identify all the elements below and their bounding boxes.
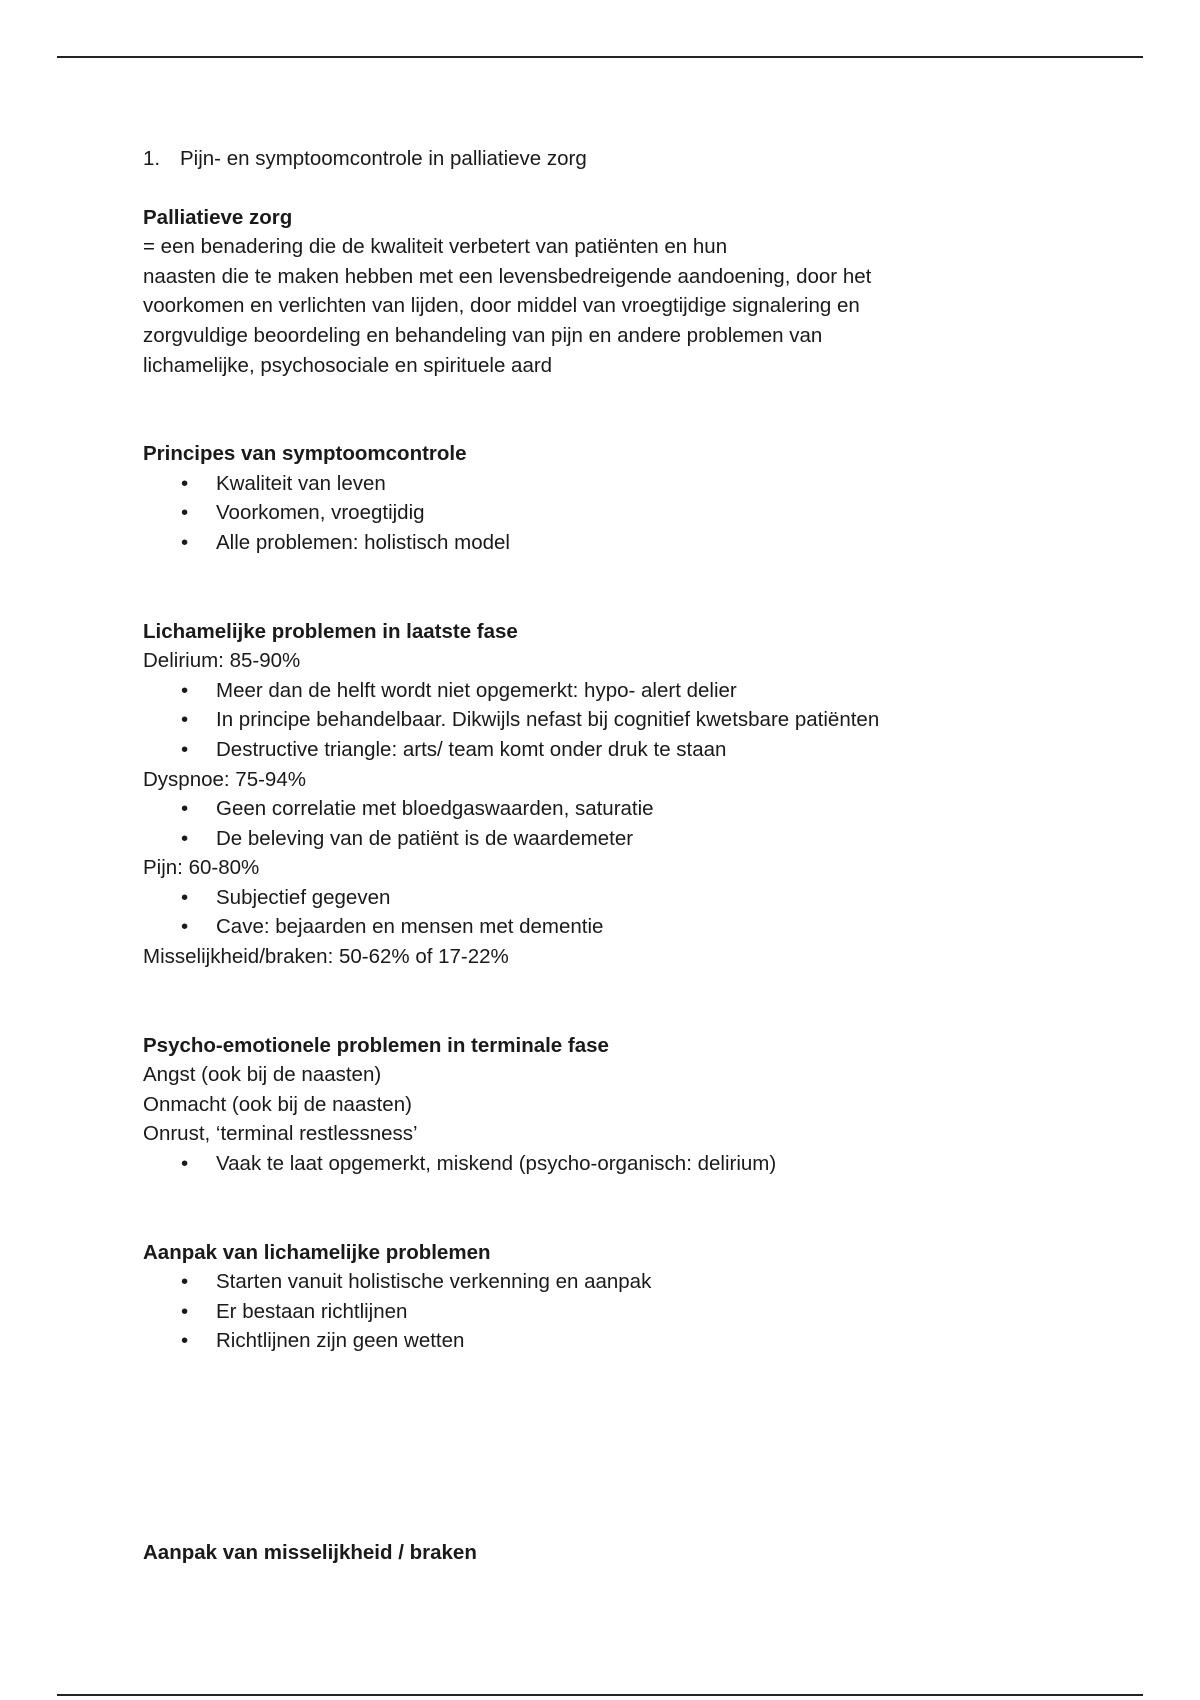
bullet-icon: •: [181, 678, 189, 702]
bullet-icon: •: [181, 1329, 189, 1353]
list-item: • Alle problemen: holistisch model: [143, 528, 1043, 558]
pijn-list: [143, 883, 1043, 942]
psycho-list: [143, 1149, 1043, 1179]
list-item: • Kwaliteit van leven: [143, 469, 1043, 499]
definition-line: = een benadering die de kwaliteit verbetert van patiënten en hun: [143, 235, 728, 259]
list-item: • De beleving van de patiënt is de waardemeter: [143, 824, 1043, 854]
list-item: • Subjectief gegeven: [143, 883, 1043, 913]
psycho-line: Angst (ook bij de naasten): [143, 1063, 382, 1087]
bullet-icon: •: [181, 737, 189, 761]
aanpak-list: [143, 1267, 1043, 1356]
list-item: • Destructive triangle: arts/ team komt onder druk te staan: [143, 735, 1043, 765]
bullet-icon: •: [181, 530, 189, 554]
psycho-line: Onmacht (ook bij de naasten): [143, 1092, 412, 1116]
dyspnoe-label: Dyspnoe: 75-94%: [143, 767, 306, 791]
document-page: [143, 144, 1043, 1568]
bullet-icon: •: [181, 826, 189, 850]
heading-principes: Principes van symptoomcontrole: [143, 442, 467, 466]
psycho-line: Onrust, ‘terminal restlessness’: [143, 1122, 418, 1146]
pijn-label: Pijn: 60-80%: [143, 856, 260, 880]
list-item: • Meer dan de helft wordt niet opgemerkt: hypo- alert delier: [143, 676, 1043, 706]
heading-aanpak-misselijkheid: Aanpak van misselijkheid / braken: [143, 1541, 477, 1564]
definition-line: voorkomen en verlichten van lijden, door middel van vroegtijdige signalering en: [143, 294, 860, 318]
heading-aanpak: Aanpak van lichamelijke problemen: [143, 1240, 491, 1264]
bullet-icon: •: [181, 501, 189, 525]
bullet-icon: •: [181, 1270, 189, 1294]
list-item: • Cave: bejaarden en mensen met dementie: [143, 912, 1043, 942]
section-title: [143, 144, 1043, 174]
heading-lichamelijk: Lichamelijke problemen in laatste fase: [143, 619, 518, 643]
list-item: • Voorkomen, vroegtijdig: [143, 498, 1043, 528]
list-item: • In principe behandelbaar. Dikwijls nefast bij cognitief kwetsbare patiënten: [143, 705, 1043, 735]
list-item: • Vaak te laat opgemerkt, miskend (psycho-organisch: delirium): [143, 1149, 1043, 1179]
misselijkheid-label: Misselijkheid/braken: 50-62% of 17-22%: [143, 945, 509, 969]
list-item: • Starten vanuit holistische verkenning en aanpak: [143, 1267, 1043, 1297]
definition-line: lichamelijke, psychosociale en spirituele aard: [143, 353, 553, 377]
bullet-icon: •: [181, 708, 189, 732]
bullet-icon: •: [181, 915, 189, 939]
principes-list: [143, 469, 1043, 558]
list-item: • Geen correlatie met bloedgaswaarden, saturatie: [143, 794, 1043, 824]
section-number: 1.: [143, 147, 161, 170]
bullet-icon: •: [181, 1299, 189, 1323]
delirium-list: [143, 676, 1043, 765]
bullet-icon: •: [181, 471, 189, 495]
list-item: • Er bestaan richtlijnen: [143, 1297, 1043, 1327]
dyspnoe-list: [143, 794, 1043, 853]
section-title-text: Pijn- en symptoomcontrole in palliatieve zorg: [180, 147, 587, 170]
definition-line: zorgvuldige beoordeling en behandeling van pijn en andere problemen van: [143, 323, 823, 347]
header-rule: [57, 56, 1143, 58]
heading-psycho: Psycho-emotionele problemen in terminale fase: [143, 1033, 609, 1057]
bullet-icon: •: [181, 797, 189, 821]
footer-rule: [57, 1694, 1143, 1696]
bullet-icon: •: [181, 885, 189, 909]
heading-palliatieve-zorg: Palliatieve zorg: [143, 205, 293, 229]
list-item: • Richtlijnen zijn geen wetten: [143, 1326, 1043, 1356]
definition-line: naasten die te maken hebben met een levensbedreigende aandoening, door het: [143, 264, 872, 288]
delirium-label: Delirium: 85-90%: [143, 649, 301, 673]
bullet-icon: •: [181, 1152, 189, 1176]
